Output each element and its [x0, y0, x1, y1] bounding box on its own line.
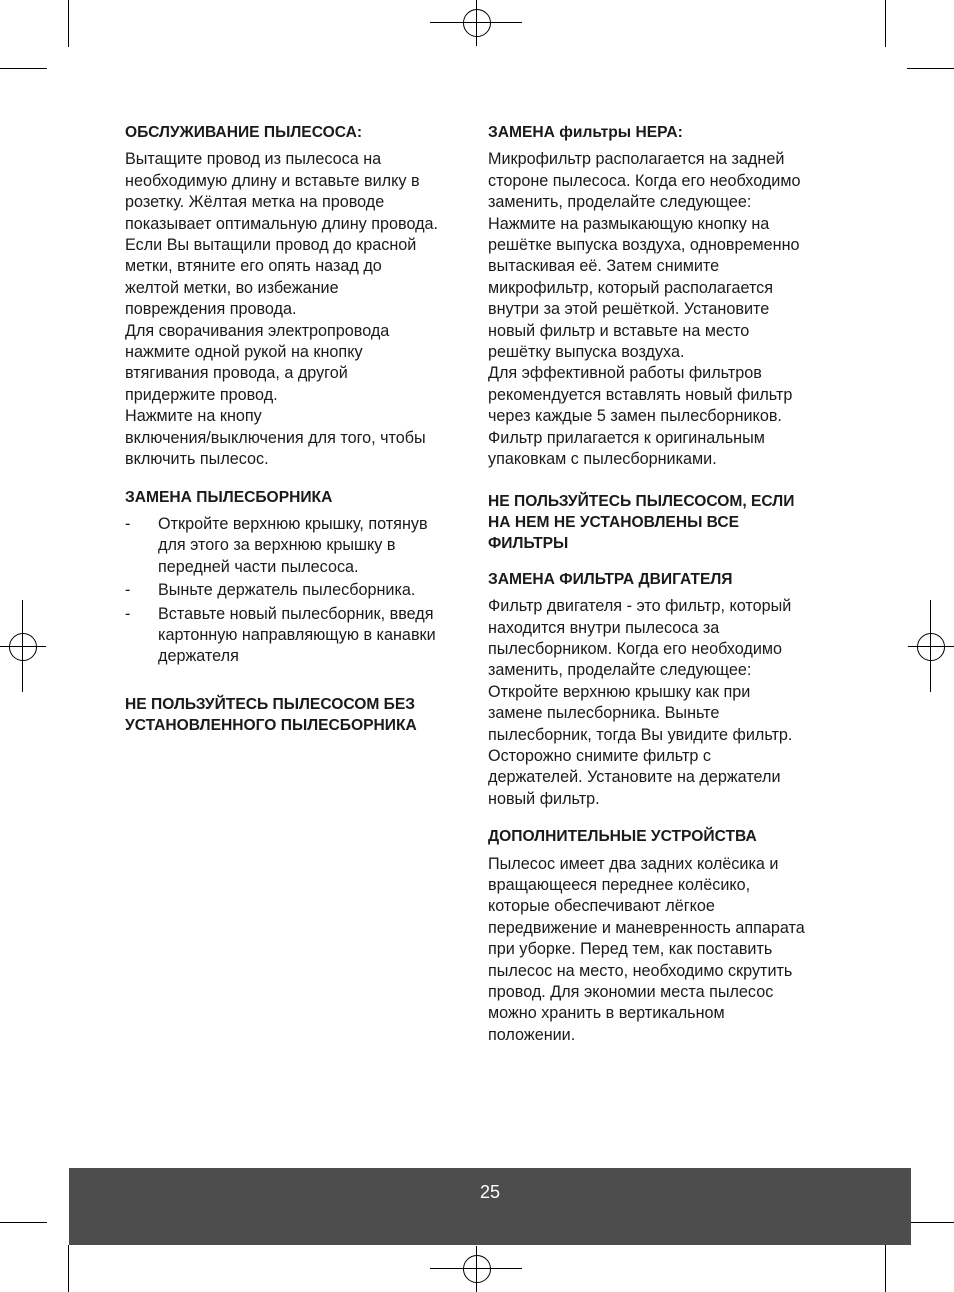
text-line: НЕ ПОЛЬЗУЙТЕСЬ ПЫЛЕСОСОМ БЕЗ — [125, 695, 416, 713]
bullet-dash: - — [125, 514, 131, 533]
text-line: замене пылесборника. Выньте — [488, 704, 720, 723]
text-line: НЕ ПОЛЬЗУЙТЕСЬ ПЫЛЕСОСОМ, ЕСЛИ — [488, 492, 795, 510]
text-line: положении. — [488, 1025, 576, 1044]
text-line: Для эффективной работы фильтров — [488, 364, 762, 383]
list-item — [125, 580, 465, 601]
registration-circle — [463, 9, 491, 37]
list-item — [125, 514, 465, 578]
warning-heading — [488, 491, 833, 555]
crop-mark — [885, 1245, 886, 1292]
text-line: придержите провод. — [125, 385, 278, 404]
text-line: включить пылесос. — [125, 450, 269, 469]
text-line: решётке выпуска воздуха, одновременно — [488, 236, 800, 255]
text-line: ФИЛЬТРЫ — [488, 535, 569, 553]
text-line: при уборке. Перед тем, как поставить — [488, 940, 773, 959]
text-line: метки, втяните его опять назад до — [125, 257, 382, 276]
text-line: новый фильтр. — [488, 789, 600, 808]
text-line: находится внутри пылесоса за — [488, 618, 720, 637]
text-line: Выньте держатель пылесборника. — [158, 581, 416, 600]
paragraph — [488, 596, 833, 810]
text-line: необходимую длину и вставьте вилку в — [125, 171, 420, 190]
bullet-dash: - — [125, 604, 131, 623]
text-line: пылесборником. Когда его необходимо — [488, 639, 783, 658]
text-line: Если Вы вытащили провод до красной — [125, 236, 417, 255]
text-line: заменить, проделайте следующее: — [488, 193, 752, 212]
text-line: рекомендуется вставлять новый фильтр — [488, 385, 793, 404]
text-line: Нажмите на кнопу — [125, 407, 262, 426]
text-line: стороне пылесоса. Когда его необходимо — [488, 171, 801, 190]
text-line: Вытащите провод из пылесоса на — [125, 150, 382, 169]
text-line: держателя — [158, 647, 239, 666]
list-item — [125, 604, 465, 668]
text-line: держателей. Установите на держатели — [488, 768, 781, 787]
text-line: нажмите одной рукой на кнопку — [125, 343, 363, 362]
text-line: внутри за этой решёткой. Установите — [488, 300, 770, 319]
text-line: картонную направляющую в канавки — [158, 625, 436, 644]
text-line: Пылесос имеет два задних колёсика и — [488, 854, 779, 873]
right-column — [488, 122, 833, 1046]
section-heading: ЗАМЕНА ПЫЛЕСБОРНИКА — [125, 488, 333, 506]
text-line: Микрофильтр располагается на задней — [488, 150, 785, 169]
section-heading: ДОПОЛНИТЕЛЬНЫЕ УСТРОЙСТВА — [488, 828, 757, 846]
footer-band — [69, 1168, 911, 1245]
text-line: новый фильтр и вставьте на место — [488, 321, 750, 340]
text-line: розетку. Жёлтая метка на проводе — [125, 193, 385, 212]
crop-mark — [0, 68, 47, 69]
crop-mark — [907, 1222, 954, 1223]
text-line: включения/выключения для того, чтобы — [125, 428, 426, 447]
warning-heading — [125, 694, 465, 737]
text-line: показывает оптимальную длину провода. — [125, 214, 439, 233]
text-line: для этого за верхнюю крышку в — [158, 536, 396, 555]
registration-circle — [9, 633, 37, 661]
text-line: которые обеспечивают лёгкое — [488, 897, 715, 916]
text-line: Вставьте новый пылесборник, введя — [158, 604, 434, 623]
text-line: желтой метки, во избежание — [125, 278, 339, 297]
section-heading: ЗАМЕНА фильтры HEPA: — [488, 124, 683, 141]
text-line: вращающееся переднее колёсико, — [488, 876, 751, 894]
crop-mark — [885, 0, 886, 47]
crop-mark — [0, 1222, 47, 1223]
text-line: Фильтр прилагается к оригинальным — [488, 428, 765, 447]
text-line: Откройте верхнюю крышку как при — [488, 682, 751, 701]
text-line: через каждые 5 замен пылесборников. — [488, 407, 782, 426]
text-line: передней части пылесоса. — [158, 557, 359, 576]
bullet-dash: - — [125, 581, 131, 600]
registration-circle — [917, 633, 945, 661]
text-line: Откройте верхнюю крышку, потянув — [158, 514, 428, 533]
crop-mark — [68, 1245, 69, 1292]
text-line: НА НЕМ НЕ УСТАНОВЛЕНЫ ВСЕ — [488, 513, 740, 531]
text-line: повреждения провода. — [125, 300, 297, 319]
text-line: передвижение и маневренность аппарата — [488, 918, 805, 937]
text-line: вытаскивая её. Затем снимите — [488, 257, 720, 276]
text-line: Для сворачивания электропровода — [125, 321, 390, 340]
crop-mark — [68, 0, 69, 47]
text-line: микрофильтр, который располагается — [488, 278, 774, 297]
paragraph — [488, 854, 833, 1047]
text-line: можно хранить в вертикальном — [488, 1004, 725, 1023]
page-number: 25 — [479, 1182, 501, 1202]
text-line: пылесос на место, необходимо скрутить — [488, 961, 793, 980]
registration-circle — [463, 1255, 491, 1283]
text-line: Нажмите на размыкающую кнопку на — [488, 214, 770, 233]
text-line: втягивания провода, а другой — [125, 364, 348, 383]
text-line: решётку выпуска воздуха. — [488, 343, 685, 362]
paragraph — [125, 149, 465, 470]
text-line: Фильтр двигателя - это фильтр, который — [488, 597, 792, 616]
text-line: УСТАНОВЛЕННОГО ПЫЛЕСБОРНИКА — [125, 717, 417, 735]
left-column — [125, 122, 465, 743]
text-line: пылесборник, тогда Вы увидите фильтр. — [488, 725, 793, 744]
crop-mark — [907, 68, 954, 69]
paragraph — [488, 149, 833, 470]
text-line: провод. Для экономии места пылесос — [488, 983, 774, 1002]
section-heading: ОБСЛУЖИВАНИЕ ПЫЛЕСОСА: — [125, 124, 363, 141]
text-line: Осторожно снимите фильтр с — [488, 746, 711, 765]
steps-list — [125, 514, 465, 668]
text-line: упаковкам с пылесборниками. — [488, 450, 717, 469]
section-heading: ЗАМЕНА ФИЛЬТРА ДВИГАТЕЛЯ — [488, 570, 733, 588]
text-line: заменить, проделайте следующее: — [488, 661, 752, 680]
